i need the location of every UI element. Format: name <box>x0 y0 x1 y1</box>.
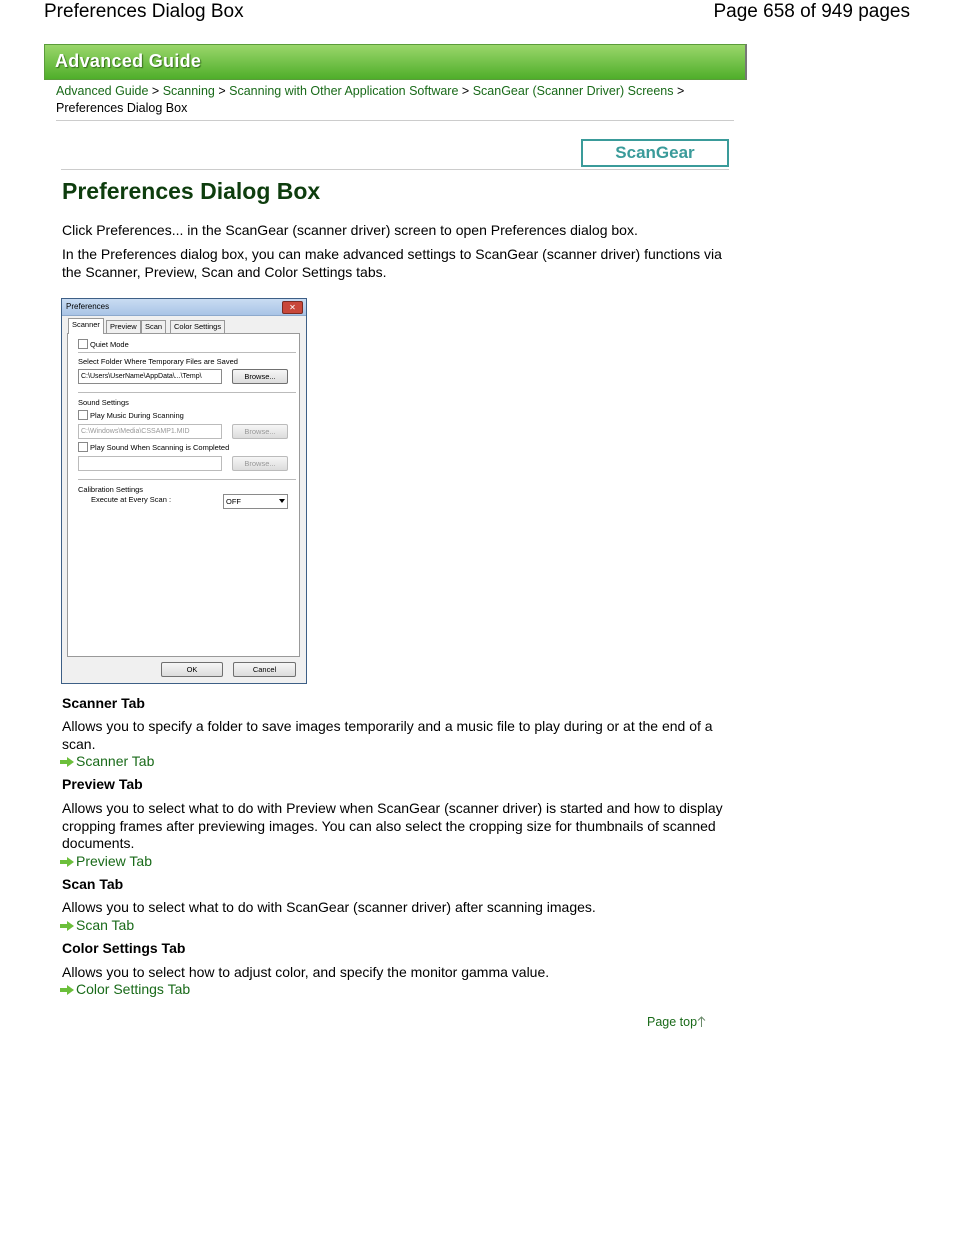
arrow-right-icon <box>60 757 74 767</box>
calibration-settings-label: Calibration Settings <box>78 485 144 494</box>
section-heading-color-settings: Color Settings Tab <box>62 940 186 956</box>
scanner-tab-panel <box>67 333 300 657</box>
play-music-checkbox[interactable] <box>78 410 88 420</box>
breadcrumb-other-software[interactable]: Scanning with Other Application Software <box>229 84 459 98</box>
quiet-mode-label: Quiet Mode <box>90 340 129 349</box>
section-text-scan: Allows you to select what to do with ScanGear (scanner driver) after scanning images. <box>62 899 596 915</box>
section-heading-preview: Preview Tab <box>62 776 143 792</box>
tab-preview[interactable]: Preview <box>106 320 141 333</box>
scangear-logo: ScanGear <box>581 139 729 167</box>
section-text-color-settings: Allows you to select how to adjust color, and specify the monitor gamma value. <box>62 964 550 980</box>
dialog-title: Preferences <box>66 302 110 311</box>
browse-sound-button[interactable]: Browse... <box>232 456 288 471</box>
arrow-right-icon <box>60 857 74 867</box>
breadcrumb-separator: > <box>676 84 685 98</box>
link-color-settings-tab[interactable] <box>60 981 190 997</box>
link-scanner-tab[interactable] <box>60 753 154 769</box>
page-counter: Page 658 of 949 pages <box>713 1 910 22</box>
breadcrumb-separator: > <box>218 84 226 98</box>
intro-paragraph-2: In the Preferences dialog box, you can make advanced settings to ScanGear (scanner driver) functions via the Scanner, Preview, Scan and Color Settings tabs. <box>62 246 722 280</box>
play-sound-label: Play Sound When Scanning is Completed <box>90 443 230 452</box>
section-heading-scan: Scan Tab <box>62 876 124 892</box>
divider <box>61 169 729 170</box>
arrow-right-icon <box>60 985 74 995</box>
calibration-value: OFF <box>226 497 241 506</box>
section-heading-scanner: Scanner Tab <box>62 695 145 711</box>
music-file-field[interactable]: C:\Windows\Media\CSSAMP1.MID <box>78 424 222 439</box>
dialog-title-bar <box>62 299 306 316</box>
link-scan-tab[interactable] <box>60 917 134 933</box>
breadcrumb-separator: > <box>461 84 470 98</box>
document-header-title: Preferences Dialog Box <box>44 1 244 22</box>
link-preview-tab[interactable] <box>60 853 152 869</box>
arrow-right-icon <box>60 921 74 931</box>
sound-settings-label: Sound Settings <box>78 398 129 407</box>
section-text-preview: Allows you to select what to do with Preview when ScanGear (scanner driver) is started and how to display cropping frames after previewing images. You can also select the cropping size for thumbnails of scanned documents. <box>62 800 723 851</box>
execute-every-scan-label: Execute at Every Scan : <box>91 495 172 504</box>
page-title: Preferences Dialog Box <box>62 178 321 204</box>
folder-label: Select Folder Where Temporary Files are Saved <box>78 357 238 366</box>
arrow-up-icon <box>697 1016 706 1028</box>
breadcrumb-separator: > <box>151 84 160 98</box>
tab-color-settings[interactable]: Color Settings <box>170 320 225 333</box>
link-label: Preview Tab <box>76 853 153 869</box>
quiet-mode-checkbox[interactable] <box>78 339 88 349</box>
breadcrumb-scanning[interactable]: Scanning <box>162 84 215 98</box>
link-label: Scan Tab <box>76 917 135 933</box>
divider <box>78 352 296 353</box>
divider <box>78 479 296 480</box>
page-top-link[interactable] <box>647 1015 706 1029</box>
tab-scanner[interactable]: Scanner <box>68 318 104 334</box>
browse-folder-button[interactable]: Browse... <box>232 369 288 384</box>
ok-button[interactable]: OK <box>161 662 223 677</box>
page-top-label: Page top <box>647 1015 698 1029</box>
cancel-button[interactable]: Cancel <box>233 662 296 677</box>
chevron-down-icon <box>279 499 285 503</box>
breadcrumb <box>56 83 726 117</box>
advanced-guide-banner <box>44 44 747 80</box>
preferences-dialog-screenshot <box>61 298 307 684</box>
browse-music-button[interactable]: Browse... <box>232 424 288 439</box>
breadcrumb-current: Preferences Dialog Box <box>56 101 188 115</box>
tab-scan[interactable]: Scan <box>141 320 166 333</box>
link-label: Scanner Tab <box>76 753 155 769</box>
sound-file-field[interactable] <box>78 456 222 471</box>
play-sound-checkbox[interactable] <box>78 442 88 452</box>
temp-folder-field[interactable]: C:\Users\UserName\AppData\...\Temp\ <box>78 369 222 384</box>
close-icon[interactable]: ✕ <box>282 301 303 314</box>
divider <box>56 120 734 121</box>
intro-paragraph-1: Click Preferences... in the ScanGear (scanner driver) screen to open Preferences dialog box. <box>62 222 638 238</box>
play-music-label: Play Music During Scanning <box>90 411 184 420</box>
calibration-select[interactable] <box>223 494 288 509</box>
link-label: Color Settings Tab <box>76 981 191 997</box>
breadcrumb-screens[interactable]: ScanGear (Scanner Driver) Screens <box>472 84 674 98</box>
divider <box>78 392 296 393</box>
breadcrumb-advanced-guide[interactable]: Advanced Guide <box>56 84 149 98</box>
section-text-scanner: Allows you to specify a folder to save images temporarily and a music file to play during or at the end of a scan. <box>62 718 713 752</box>
banner-label: Advanced Guide <box>55 51 202 71</box>
